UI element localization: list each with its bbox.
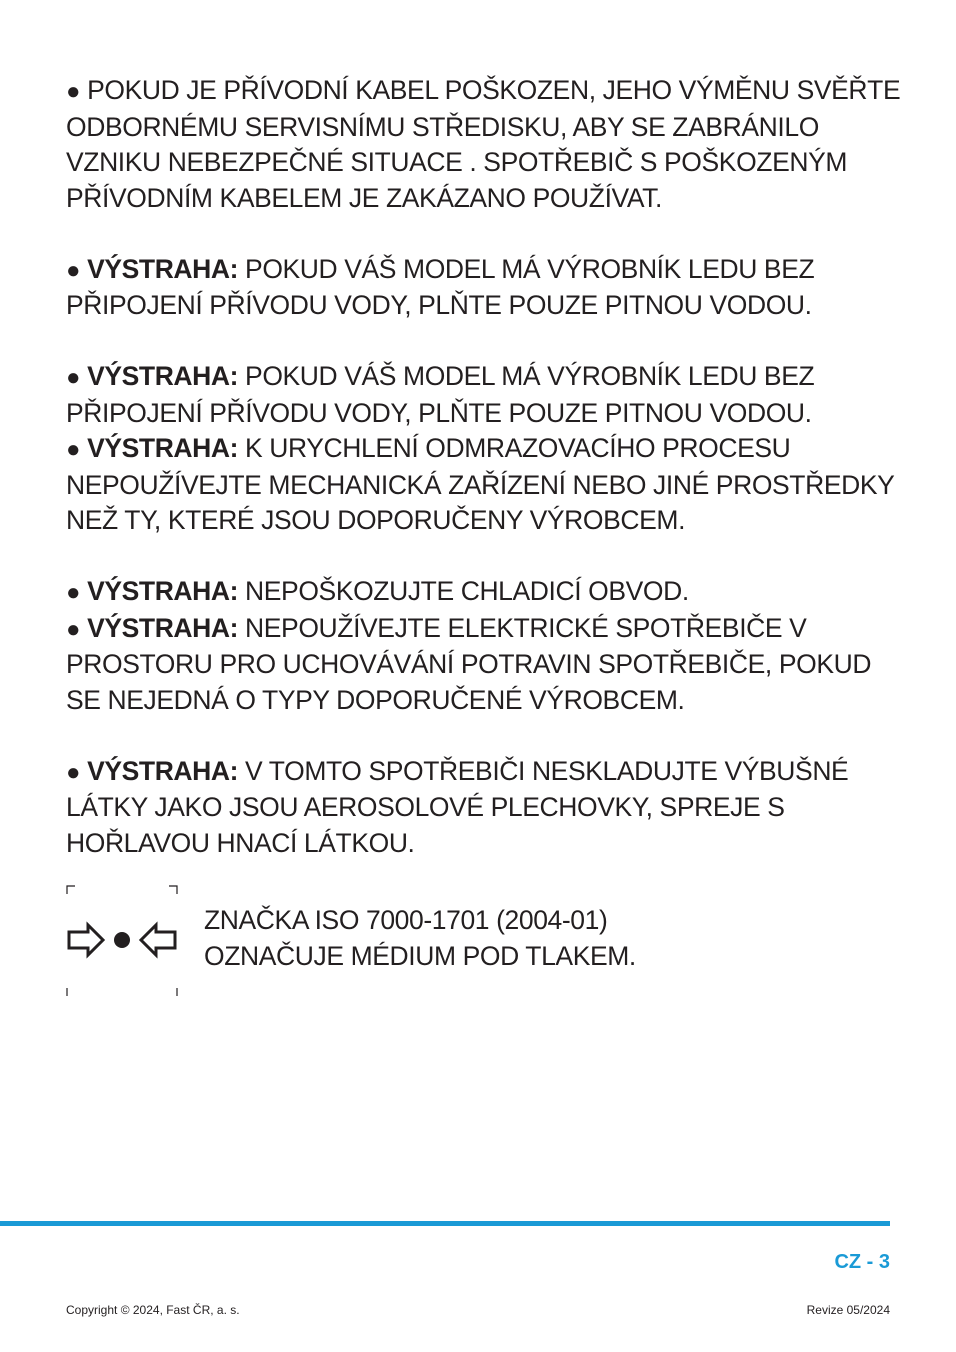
warning-label: VÝSTRAHA:: [87, 576, 239, 606]
warning-text: POKUD VÁŠ MODEL MÁ VÝROBNÍK LEDU BEZ PŘIPOJENÍ PŘÍVODU VODY, PLŇTE POUZE PITNOU VODOU.: [66, 253, 815, 320]
bullet: ●: [66, 256, 81, 284]
warning-paragraph: [66, 431, 906, 539]
bullet: ●: [66, 579, 81, 606]
warning-label: VÝSTRAHA:: [87, 612, 239, 643]
footer-divider: [0, 1221, 890, 1226]
bullet: ●: [66, 436, 81, 463]
revision-label: Revize 05/2024: [806, 1303, 890, 1317]
instruction-paragraph: [66, 73, 906, 216]
warning-paragraph: [66, 252, 906, 324]
warning-label: VÝSTRAHA:: [87, 755, 239, 786]
page-number: CZ - 3: [834, 1251, 890, 1273]
iso-description: [204, 902, 636, 974]
bullet: ●: [66, 364, 81, 391]
bullet: ●: [66, 78, 81, 105]
warning-paragraph: [66, 611, 906, 719]
iso-standard-line: ZNAČKA ISO 7000-1701 (2004-01): [204, 905, 608, 935]
warning-text: NEPOUŽÍVEJTE ELEKTRICKÉ SPOTŘEBIČE V PROSTORU PRO UCHOVÁVÁNÍ POTRAVIN SPOTŘEBIČE, POKUD SE NEJEDNÁ O TYPY DOPORUČENÉ VÝROBCEM.: [66, 612, 872, 715]
warning-text: K URYCHLENÍ ODMRAZOVACÍHO PROCESU NEPOUŽÍVEJTE MECHANICKÁ ZAŘÍZENÍ NEBO JINÉ PROSTŘEDKY NEŽ TY, KTERÉ JSOU DOPORUČENY VÝROBCEM.: [66, 433, 894, 535]
bullet: ●: [66, 615, 81, 643]
pressurized-medium-icon: [66, 885, 178, 997]
warning-text: POKUD VÁŠ MODEL MÁ VÝROBNÍK LEDU BEZ PŘIPOJENÍ PŘÍVODU VODY, PLŇTE POUZE PITNOU VODOU.: [66, 361, 815, 428]
instruction-text: POKUD JE PŘÍVODNÍ KABEL POŠKOZEN, JEHO VÝMĚNU SVĚŘTE ODBORNÉMU SERVISNÍMU STŘEDISKU, ABY SE ZABRÁNILO VZNIKU NEBEZPEČNÉ SITUACE . SPOTŘEBIČ S POŠKOZENÝM PŘÍVODNÍM KABELEM JE ZAKÁZANO POUŽÍVAT.: [66, 75, 901, 213]
safety-instructions: [66, 73, 906, 897]
copyright-notice: Copyright © 2024, Fast ČR, a. s.: [66, 1303, 240, 1317]
bullet: ●: [66, 758, 81, 786]
warning-label: VÝSTRAHA:: [87, 361, 239, 391]
warning-paragraph: [66, 359, 906, 431]
warning-paragraph: [66, 754, 906, 862]
warning-paragraph: [66, 574, 906, 611]
warning-label: VÝSTRAHA:: [87, 253, 239, 284]
warning-text: V TOMTO SPOTŘEBIČI NESKLADUJTE VÝBUŠNÉ LÁTKY JAKO JSOU AEROSOLOVÉ PLECHOVKY, SPREJE S HOŘLAVOU HNACÍ LÁTKOU.: [66, 755, 849, 858]
warning-text: NEPOŠKOZUJTE CHLADICÍ OBVOD.: [245, 576, 689, 606]
iso-meaning-line: OZNAČUJE MÉDIUM POD TLAKEM.: [204, 941, 636, 971]
warning-label: VÝSTRAHA:: [87, 433, 239, 463]
iso-symbol-block: [66, 885, 866, 997]
